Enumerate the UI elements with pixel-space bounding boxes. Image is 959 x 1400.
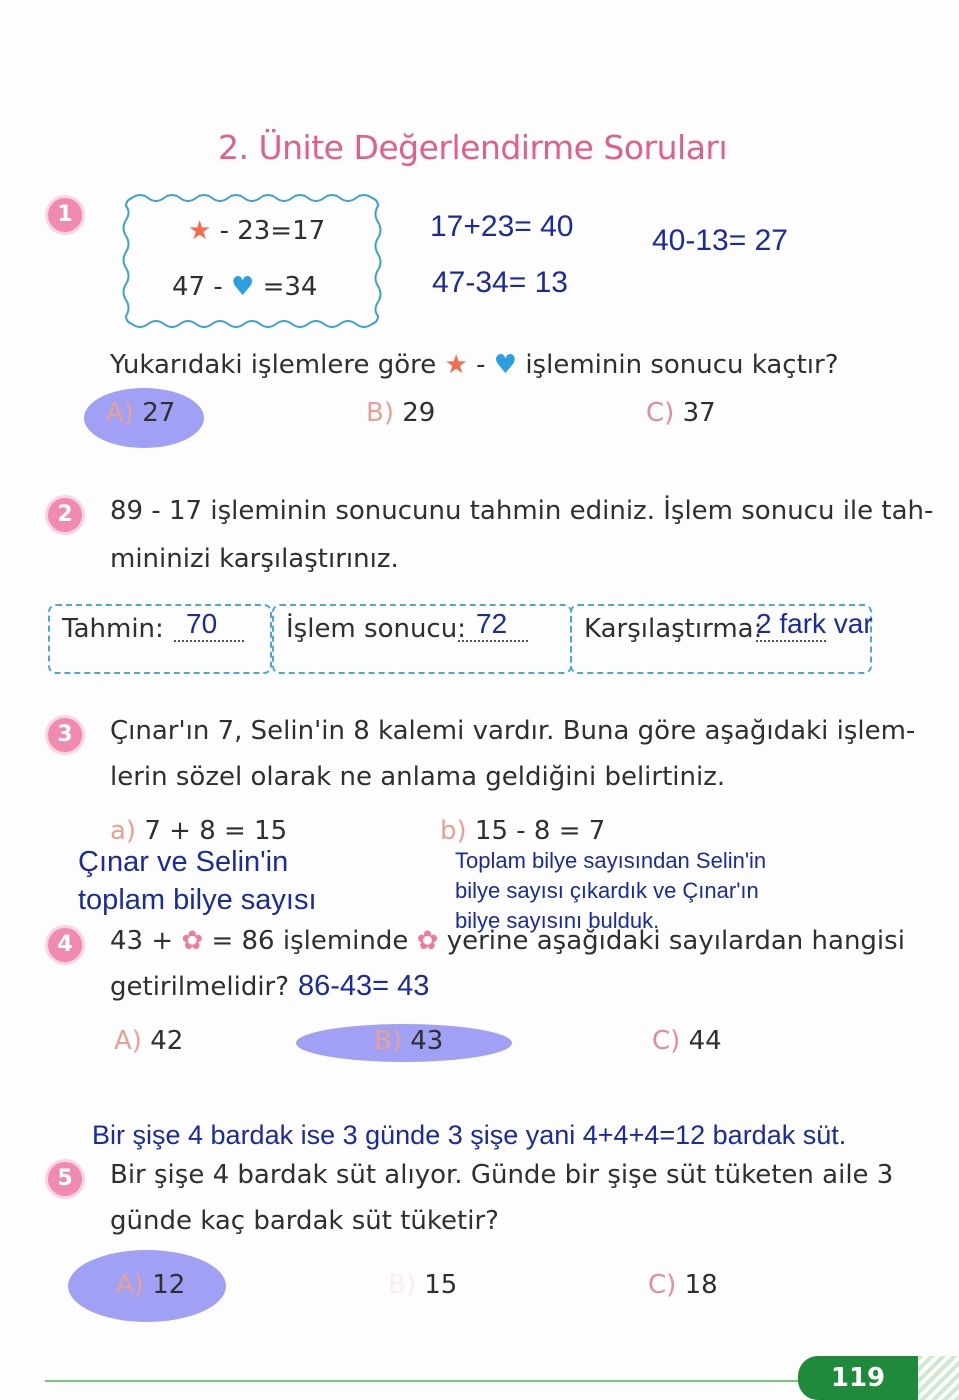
handwritten-work-q4: 86-43= 43 [298, 970, 430, 1002]
comparison-label: Karşılaştırma: [584, 614, 763, 644]
question-2-line-1: 89 - 17 işleminin sonucunu tahmin ediniz. İşlem sonucu ile tah- [110, 496, 934, 526]
handwritten-work-1: 17+23= 40 [430, 210, 574, 243]
page-title: 2. Ünite Değerlendirme Soruları [218, 128, 728, 167]
q3-part-b: b) 15 - 8 = 7 [440, 816, 606, 846]
q1-option-c[interactable]: C) 37 [646, 398, 716, 428]
result-label: İşlem sonucu: [286, 614, 466, 644]
handwritten-answer-a-1: Çınar ve Selin'in [78, 846, 289, 878]
box-line-1: ★ - 23=17 [188, 216, 326, 246]
question-2-line-2: mininizi karşılaştırınız. [110, 544, 399, 574]
handwritten-answer-b-2: bilye sayısı çıkardık ve Çınar'ın [455, 878, 759, 903]
star-icon: ★ [444, 350, 468, 380]
question-number-4: 4 [48, 928, 82, 962]
handwritten-work-q5: Bir şişe 4 bardak ise 3 günde 3 şişe yani 4+4+4=12 bardak süt. [92, 1120, 847, 1150]
question-3-line-2: lerin sözel olarak ne anlama geldiğini belirtiniz. [110, 762, 726, 792]
box-line-2: 47 - ♥ =34 [172, 272, 318, 302]
handwritten-work-3: 40-13= 27 [652, 224, 788, 257]
q1-option-a[interactable]: A) 27 [106, 398, 176, 428]
flower-icon: ✿ [181, 926, 204, 956]
question-5-line-1: Bir şişe 4 bardak süt alıyor. Günde bir şişe süt tüketen aile 3 [110, 1160, 894, 1190]
handwritten-answer-a-2: toplam bilye sayısı [78, 884, 317, 916]
heart-icon: ♥ [231, 272, 255, 302]
question-4-line-1: 43 + ✿ = 86 işleminde ✿ yerine aşağıdaki sayılardan hangisi [110, 926, 905, 956]
q5-option-b[interactable]: B) 15 [388, 1270, 458, 1300]
page-number: 119 [798, 1356, 918, 1400]
question-1-text: Yukarıdaki işlemlere göre ★ - ♥ işleminin sonucu kaçtır? [110, 350, 839, 380]
question-5-line-2: günde kaç bardak süt tüketir? [110, 1206, 499, 1236]
comparison-value: 2 fark var [756, 608, 873, 639]
q3-part-a: a) 7 + 8 = 15 [110, 816, 288, 846]
footer-stripe [918, 1356, 959, 1400]
estimate-value: 70 [186, 608, 218, 639]
question-number-1: 1 [48, 198, 82, 232]
q5-option-c[interactable]: C) 18 [648, 1270, 718, 1300]
question-number-2: 2 [48, 498, 82, 532]
q4-option-a[interactable]: A) 42 [114, 1026, 184, 1056]
q4-option-c[interactable]: C) 44 [652, 1026, 722, 1056]
handwritten-answer-b-3: bilye sayısını bulduk. [455, 908, 660, 933]
result-value: 72 [476, 608, 508, 639]
question-4-line-2: getirilmelidir? [110, 972, 290, 1002]
handwritten-work-2: 47-34= 13 [432, 266, 568, 299]
footer-line [45, 1380, 805, 1382]
question-number-5: 5 [48, 1162, 82, 1196]
handwritten-answer-b-1: Toplam bilye sayısından Selin'in [455, 848, 767, 873]
wavy-box [120, 190, 388, 328]
flower-icon: ✿ [416, 926, 439, 956]
estimate-label: Tahmin: [62, 614, 164, 644]
star-icon: ★ [188, 216, 212, 246]
heart-icon: ♥ [493, 350, 518, 380]
q5-option-a[interactable]: A) 12 [116, 1270, 186, 1300]
question-number-3: 3 [48, 718, 82, 752]
q4-option-b[interactable]: B) 43 [374, 1026, 444, 1056]
q1-option-b[interactable]: B) 29 [366, 398, 436, 428]
question-3-line-1: Çınar'ın 7, Selin'in 8 kalemi vardır. Buna göre aşağıdaki işlem- [110, 716, 916, 746]
